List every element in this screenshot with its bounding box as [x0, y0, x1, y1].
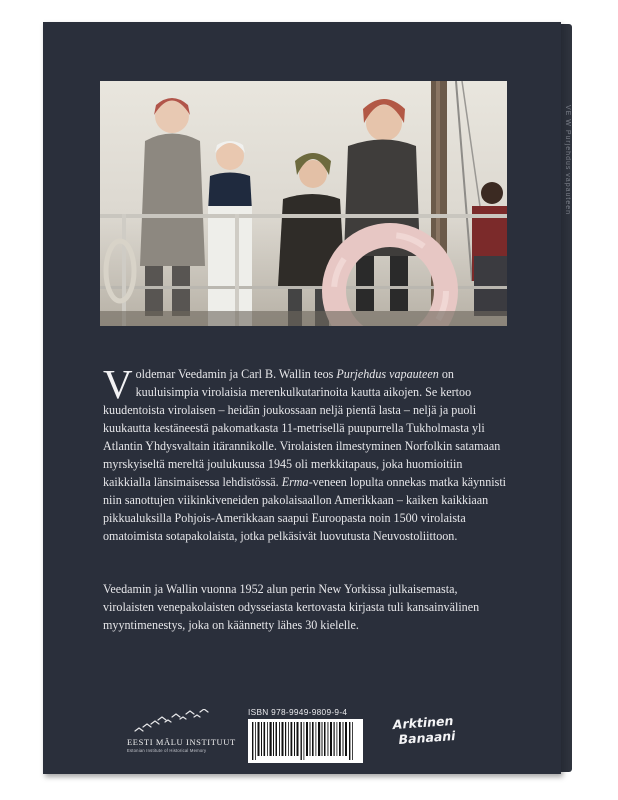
publisher-name-line2: Banaani	[398, 728, 456, 747]
spine-title-text: VE W Purjehdus vapauteen	[564, 105, 571, 215]
barcode	[248, 719, 363, 763]
institute-logo	[125, 709, 245, 757]
blurb-text-c: -veneen lopulta onnekas matka käynnisti niin sanottujen viikinkiveneiden pakolaisaallon Amerikkaan – kaiken kaikkiaan pikkualuksilla Pohjois-Amerikkaan saapui Euroopasta noin 1500 virolaista omatoimista sotapakolaista, jotka pelkäsivät luovutusta Neuvostoliittoon.	[103, 475, 507, 543]
barcode-icon	[248, 719, 363, 763]
ship-name-italic: Erma	[281, 475, 309, 489]
blurb-text-a: oldemar Veedamin ja Carl B. Wallin teos	[135, 367, 337, 381]
blurb-paragraph-2: Veedamin ja Wallin vuonna 1952 alun perin New Yorkissa julkaisemasta, virolaisten venepakolaisten odysseiasta kertovasta kirjasta tuli kansainvälinen myyntimenestys, joka on käännetty lähes 30 kielelle.	[103, 582, 480, 632]
institute-name: EESTI MÄLU INSTITUUT	[127, 737, 236, 747]
publisher-name-line1: Arktinen	[392, 712, 454, 733]
publisher-logo	[383, 712, 463, 755]
blurb-text-b: on kuuluisimpia virolaisia merenkulkutarinoita kautta aikojen. Se kertoo kuudentoista virolaisen – heidän joukossaan neljä pientä lasta – neljä ja puoli kuukautta kestäneestä pakomatkasta 11-metrisellä puupurrella Tukholmasta yli Atlantin Yhdysvaltain itärannikolle. Virolaisten ilmestyminen Norfolkin satamaan myrskyiseltä mereltä joulukuussa 1945 oli merkkitapaus, joka huomioitiin kaikkialla länsimaisessa lehdistössä.	[103, 367, 501, 489]
isbn-number: ISBN 978-9949-9809-9-4	[248, 707, 348, 717]
institute-subtitle: Estonian Institute of Historical Memory	[127, 748, 207, 753]
blurb-paragraph-1	[103, 361, 507, 545]
children-on-boat-illustration	[100, 81, 507, 326]
book-title-italic: Purjehdus vapauteen	[336, 367, 439, 381]
birds-icon	[131, 709, 211, 735]
drop-cap: V	[103, 361, 133, 407]
cover-photo	[100, 81, 507, 326]
